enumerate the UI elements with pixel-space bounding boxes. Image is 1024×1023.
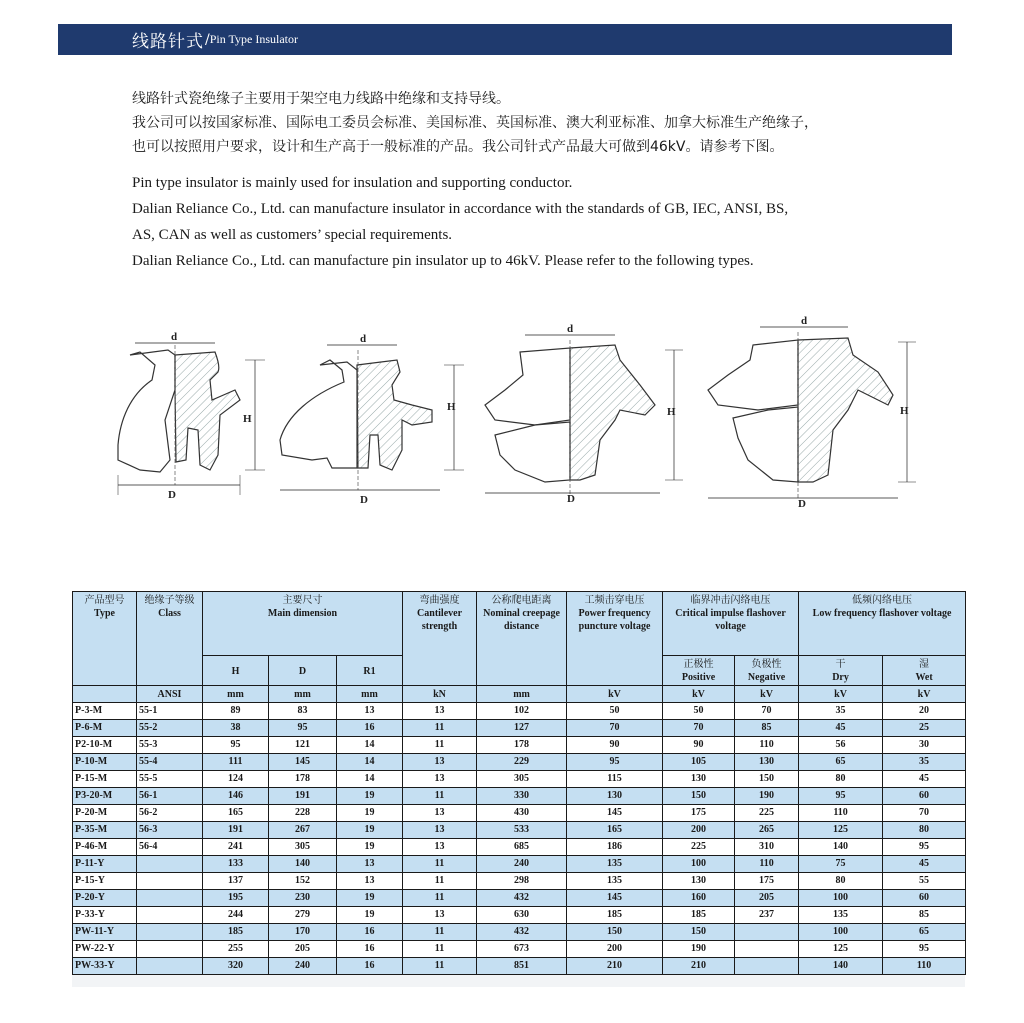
table-cell: 11 <box>403 856 477 873</box>
col-header-positive: 正极性 Positive <box>663 656 735 686</box>
table-cell: 191 <box>203 822 269 839</box>
table-cell: 200 <box>567 941 663 958</box>
table-cell: 152 <box>269 873 337 890</box>
table-cell: 145 <box>269 754 337 771</box>
intro-cn-line: 也可以按照用户要求，设计和生产高于一般标准的产品。我公司针式产品最大可做到46kV。请参考下图。 <box>132 139 784 155</box>
table-cell: 124 <box>203 771 269 788</box>
table-cell: 190 <box>663 941 735 958</box>
table-cell: 90 <box>663 737 735 754</box>
table-cell: 56-1 <box>137 788 203 805</box>
table-cell: 185 <box>567 907 663 924</box>
table-row <box>73 788 966 805</box>
table-row <box>73 720 966 737</box>
table-cell: 60 <box>883 890 966 907</box>
table-cell <box>137 856 203 873</box>
unit-cell: mm <box>269 686 337 703</box>
table-cell: 30 <box>883 737 966 754</box>
table-cell: 35 <box>883 754 966 771</box>
unit-cell: kV <box>799 686 883 703</box>
section-header <box>58 24 952 55</box>
table-cell: 186 <box>567 839 663 856</box>
table-cell: 121 <box>269 737 337 754</box>
table-cell <box>735 941 799 958</box>
intro-cn-line: 我公司可以按国家标准、国际电工委员会标准、美国标准、英国标准、澳大利亚标准、加拿大标准生产绝缘子， <box>132 115 818 131</box>
table-cell: 70 <box>883 805 966 822</box>
table-cell: P3-20-M <box>73 788 137 805</box>
table-cell: 95 <box>567 754 663 771</box>
table-cell <box>137 941 203 958</box>
section-title-separator: / <box>205 31 210 48</box>
table-cell: 140 <box>799 958 883 975</box>
table-cell: 95 <box>883 839 966 856</box>
table-row <box>73 856 966 873</box>
table-cell: P2-10-M <box>73 737 137 754</box>
table-row <box>73 958 966 975</box>
table-cell: 673 <box>477 941 567 958</box>
table-row <box>73 873 966 890</box>
table-cell: 19 <box>337 788 403 805</box>
table-cell: 432 <box>477 890 567 907</box>
table-cell: 13 <box>403 907 477 924</box>
table-cell <box>735 958 799 975</box>
table-cell <box>137 890 203 907</box>
table-cell: 150 <box>663 788 735 805</box>
table-cell: 115 <box>567 771 663 788</box>
table-cell: 140 <box>799 839 883 856</box>
table-cell: 65 <box>799 754 883 771</box>
col-header-h: H <box>203 656 269 686</box>
table-cell: 90 <box>567 737 663 754</box>
table-cell: 210 <box>567 958 663 975</box>
table-cell: P-15-M <box>73 771 137 788</box>
table-cell: 150 <box>663 924 735 941</box>
table-cell: 19 <box>337 839 403 856</box>
table-cell: P-46-M <box>73 839 137 856</box>
dim-label-big-d: D <box>168 489 176 501</box>
table-cell: 225 <box>735 805 799 822</box>
table-cell: 13 <box>337 703 403 720</box>
unit-cell <box>73 686 137 703</box>
table-cell: 11 <box>403 941 477 958</box>
table-cell: 125 <box>799 941 883 958</box>
table-cell: 190 <box>735 788 799 805</box>
table-cell: P-20-M <box>73 805 137 822</box>
table-cell: 55-1 <box>137 703 203 720</box>
insulator-drawing-4 <box>698 310 918 510</box>
table-cell: P-3-M <box>73 703 137 720</box>
table-cell: 83 <box>269 703 337 720</box>
table-cell: 135 <box>567 856 663 873</box>
table-cell <box>137 958 203 975</box>
table-cell: P-20-Y <box>73 890 137 907</box>
unit-cell: mm <box>337 686 403 703</box>
intro-en-line: Pin type insulator is mainly used for insulation and supporting conductor. <box>132 175 573 191</box>
insulator-drawing-1 <box>100 310 280 510</box>
insulator-diagrams <box>0 310 1024 525</box>
table-cell: 135 <box>799 907 883 924</box>
table-cell: 45 <box>883 856 966 873</box>
table-cell: 432 <box>477 924 567 941</box>
table-cell: 13 <box>403 754 477 771</box>
table-cell: 75 <box>799 856 883 873</box>
table-cell: 89 <box>203 703 269 720</box>
table-cell: 70 <box>567 720 663 737</box>
table-cell: 229 <box>477 754 567 771</box>
table-cell: 240 <box>269 958 337 975</box>
table-cell: 310 <box>735 839 799 856</box>
table-cell: 20 <box>883 703 966 720</box>
col-header-cantilever: 弯曲强度 Cantilever strength <box>403 592 477 686</box>
table-cell: 330 <box>477 788 567 805</box>
table-cell: 13 <box>403 703 477 720</box>
table-cell: 298 <box>477 873 567 890</box>
table-cell: 13 <box>337 873 403 890</box>
unit-cell: ANSI <box>137 686 203 703</box>
spec-table-container <box>72 591 965 987</box>
table-cell: 111 <box>203 754 269 771</box>
table-cell: 191 <box>269 788 337 805</box>
table-cell: 175 <box>735 873 799 890</box>
table-cell: 228 <box>269 805 337 822</box>
table-cell: 160 <box>663 890 735 907</box>
table-cell: 130 <box>663 771 735 788</box>
unit-cell: kN <box>403 686 477 703</box>
table-cell: 11 <box>403 958 477 975</box>
table-cell: 170 <box>269 924 337 941</box>
table-cell: 851 <box>477 958 567 975</box>
table-cell: 165 <box>203 805 269 822</box>
dim-label-big-d: D <box>567 493 575 505</box>
table-cell: 150 <box>567 924 663 941</box>
table-cell: 56 <box>799 737 883 754</box>
table-row <box>73 805 966 822</box>
table-cell <box>137 873 203 890</box>
table-row <box>73 941 966 958</box>
table-cell: 100 <box>799 924 883 941</box>
section-title-cn: 线路针式 <box>132 32 204 52</box>
unit-cell: kV <box>883 686 966 703</box>
table-cell: 210 <box>663 958 735 975</box>
table-cell: 25 <box>883 720 966 737</box>
table-cell: 240 <box>477 856 567 873</box>
table-cell: 14 <box>337 771 403 788</box>
table-cell: 267 <box>269 822 337 839</box>
table-cell: P-6-M <box>73 720 137 737</box>
table-cell: 195 <box>203 890 269 907</box>
table-cell: 19 <box>337 907 403 924</box>
table-cell: 55-3 <box>137 737 203 754</box>
table-row <box>73 907 966 924</box>
table-cell: P-33-Y <box>73 907 137 924</box>
section-title-en: Pin Type Insulator <box>209 32 298 46</box>
table-cell: PW-22-Y <box>73 941 137 958</box>
table-cell: 205 <box>269 941 337 958</box>
table-cell: 16 <box>337 720 403 737</box>
table-cell: 56-3 <box>137 822 203 839</box>
table-cell: 130 <box>567 788 663 805</box>
table-cell: 230 <box>269 890 337 907</box>
table-cell: 60 <box>883 788 966 805</box>
table-cell: 14 <box>337 754 403 771</box>
table-cell <box>137 907 203 924</box>
table-cell: 255 <box>203 941 269 958</box>
intro-cn-line: 线路针式瓷绝缘子主要用于架空电力线路中绝缘和支持导线。 <box>132 91 510 107</box>
table-cell: 265 <box>735 822 799 839</box>
table-cell: 533 <box>477 822 567 839</box>
units-row <box>73 686 966 703</box>
table-cell: P-35-M <box>73 822 137 839</box>
table-cell: 175 <box>663 805 735 822</box>
table-cell: 35 <box>799 703 883 720</box>
table-cell: 38 <box>203 720 269 737</box>
table-cell: 200 <box>663 822 735 839</box>
insulator-drawing-2 <box>272 310 472 510</box>
table-cell: 50 <box>663 703 735 720</box>
col-header-class: 绝缘子等级 Class <box>137 592 203 686</box>
table-cell: 110 <box>735 737 799 754</box>
table-cell: 14 <box>337 737 403 754</box>
table-cell: 685 <box>477 839 567 856</box>
table-cell: 19 <box>337 805 403 822</box>
table-cell: 55-4 <box>137 754 203 771</box>
intro-en-line: Dalian Reliance Co., Ltd. can manufacture pin insulator up to 46kV. Please refer to the following types. <box>132 253 754 269</box>
table-cell: 80 <box>799 873 883 890</box>
table-cell: PW-11-Y <box>73 924 137 941</box>
table-cell: 11 <box>403 720 477 737</box>
table-cell: 320 <box>203 958 269 975</box>
col-header-r1: R1 <box>337 656 403 686</box>
table-cell: 146 <box>203 788 269 805</box>
col-header-creepage: 公称爬电距离 Nominal creepage distance <box>477 592 567 686</box>
dim-label-big-d: D <box>360 494 368 506</box>
table-cell: 55-5 <box>137 771 203 788</box>
table-cell: 19 <box>337 890 403 907</box>
intro-text-chinese <box>132 87 962 159</box>
table-cell: 56-2 <box>137 805 203 822</box>
table-cell: 237 <box>735 907 799 924</box>
unit-cell: kV <box>735 686 799 703</box>
table-row <box>73 703 966 720</box>
table-cell: 85 <box>735 720 799 737</box>
table-cell: 11 <box>403 873 477 890</box>
col-header-d: D <box>269 656 337 686</box>
table-cell <box>137 924 203 941</box>
table-cell: 95 <box>269 720 337 737</box>
table-cell: 100 <box>663 856 735 873</box>
table-cell: 185 <box>203 924 269 941</box>
col-header-negative: 负极性 Negative <box>735 656 799 686</box>
col-header-main-dimension: 主要尺寸 Main dimension <box>203 592 403 656</box>
intro-en-line: AS, CAN as well as customers’ special requirements. <box>132 227 453 243</box>
table-cell: 185 <box>663 907 735 924</box>
table-cell: 50 <box>567 703 663 720</box>
dim-label-d: d <box>171 331 178 343</box>
insulator-drawing-3 <box>475 310 685 510</box>
table-cell: 140 <box>269 856 337 873</box>
dim-label-h: H <box>243 413 252 425</box>
table-cell: 145 <box>567 890 663 907</box>
table-cell: 630 <box>477 907 567 924</box>
table-cell: P-10-M <box>73 754 137 771</box>
table-cell: 65 <box>883 924 966 941</box>
table-cell: 130 <box>735 754 799 771</box>
table-cell: 95 <box>203 737 269 754</box>
dim-label-big-d: D <box>798 498 806 510</box>
table-row <box>73 737 966 754</box>
unit-cell: mm <box>477 686 567 703</box>
col-header-power-frequency: 工频击穿电压 Power frequency puncture voltage <box>567 592 663 686</box>
table-cell: PW-33-Y <box>73 958 137 975</box>
table-cell: 145 <box>567 805 663 822</box>
table-cell: 305 <box>477 771 567 788</box>
table-row <box>73 890 966 907</box>
table-cell: 110 <box>799 805 883 822</box>
table-cell: 11 <box>403 924 477 941</box>
intro-en-line: Dalian Reliance Co., Ltd. can manufacture insulator in accordance with the standards of GB, IEC, ANSI, BS, <box>132 201 789 217</box>
intro-text-english <box>132 170 962 274</box>
table-cell: 85 <box>883 907 966 924</box>
table-cell: 16 <box>337 941 403 958</box>
table-cell: 11 <box>403 737 477 754</box>
table-cell: 135 <box>567 873 663 890</box>
table-row <box>73 839 966 856</box>
col-header-dry: 干 Dry <box>799 656 883 686</box>
dim-label-h: H <box>667 406 676 418</box>
table-cell: 244 <box>203 907 269 924</box>
table-cell: 305 <box>269 839 337 856</box>
table-cell: 13 <box>403 771 477 788</box>
table-row <box>73 754 966 771</box>
dim-label-d: d <box>360 333 367 345</box>
table-cell: 13 <box>403 805 477 822</box>
table-cell: 125 <box>799 822 883 839</box>
table-cell: 19 <box>337 822 403 839</box>
table-cell: 178 <box>477 737 567 754</box>
table-cell <box>735 924 799 941</box>
spec-table-body <box>73 703 966 975</box>
table-cell: 102 <box>477 703 567 720</box>
unit-cell: kV <box>663 686 735 703</box>
table-cell: 55-2 <box>137 720 203 737</box>
table-cell: 16 <box>337 958 403 975</box>
table-cell: 11 <box>403 788 477 805</box>
col-header-wet: 湿 Wet <box>883 656 966 686</box>
table-row <box>73 822 966 839</box>
table-cell: P-11-Y <box>73 856 137 873</box>
table-cell: 11 <box>403 890 477 907</box>
unit-cell: kV <box>567 686 663 703</box>
dim-label-h: H <box>900 405 909 417</box>
dim-label-d: d <box>567 323 574 335</box>
table-cell: 225 <box>663 839 735 856</box>
table-cell: 95 <box>799 788 883 805</box>
table-cell: 45 <box>883 771 966 788</box>
table-cell: 430 <box>477 805 567 822</box>
table-cell: 241 <box>203 839 269 856</box>
table-cell: 45 <box>799 720 883 737</box>
table-cell: 95 <box>883 941 966 958</box>
table-cell: 130 <box>663 873 735 890</box>
table-cell: 110 <box>735 856 799 873</box>
table-cell: 80 <box>883 822 966 839</box>
table-cell: 178 <box>269 771 337 788</box>
col-header-low-frequency: 低频闪络电压 Low frequency flashover voltage <box>799 592 966 656</box>
table-cell: 70 <box>663 720 735 737</box>
table-cell: 100 <box>799 890 883 907</box>
table-cell: 279 <box>269 907 337 924</box>
table-cell: 105 <box>663 754 735 771</box>
dim-label-h: H <box>447 401 456 413</box>
table-cell: 137 <box>203 873 269 890</box>
table-cell: 80 <box>799 771 883 788</box>
col-header-type: 产品型号 Type <box>73 592 137 686</box>
table-cell: 13 <box>403 839 477 856</box>
col-header-impulse: 临界冲击闪络电压 Critical impulse flashover voltage <box>663 592 799 656</box>
table-cell: P-15-Y <box>73 873 137 890</box>
table-row <box>73 924 966 941</box>
dim-label-d: d <box>801 315 808 327</box>
table-cell: 55 <box>883 873 966 890</box>
table-cell: 13 <box>337 856 403 873</box>
table-row <box>73 771 966 788</box>
table-cell: 13 <box>403 822 477 839</box>
table-cell: 56-4 <box>137 839 203 856</box>
unit-cell: mm <box>203 686 269 703</box>
spec-table <box>72 591 966 975</box>
table-cell: 133 <box>203 856 269 873</box>
table-cell: 127 <box>477 720 567 737</box>
table-cell: 110 <box>883 958 966 975</box>
table-cell: 165 <box>567 822 663 839</box>
table-cell: 150 <box>735 771 799 788</box>
table-cell: 205 <box>735 890 799 907</box>
table-cell: 70 <box>735 703 799 720</box>
table-cell: 16 <box>337 924 403 941</box>
